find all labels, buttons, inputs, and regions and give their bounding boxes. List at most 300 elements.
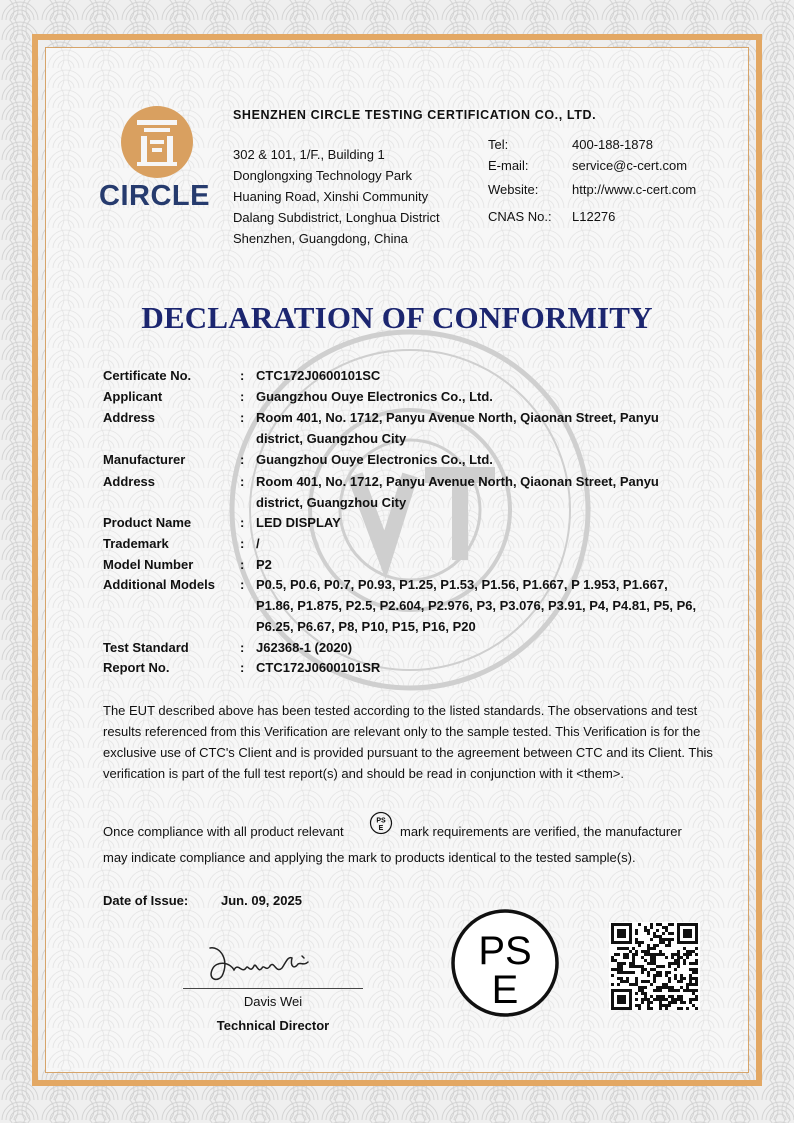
qr-module — [677, 953, 680, 956]
qr-module — [677, 938, 680, 941]
qr-module — [620, 971, 623, 974]
qr-module — [656, 929, 659, 932]
qr-code — [609, 922, 700, 1010]
qr-module — [629, 995, 632, 998]
qr-module — [641, 986, 644, 989]
qr-module — [677, 998, 680, 1001]
qr-module — [617, 998, 620, 1001]
qr-module — [686, 932, 689, 935]
qr-module — [656, 965, 659, 968]
qr-module — [668, 932, 671, 935]
qr-module — [617, 962, 620, 965]
qr-module — [629, 971, 632, 974]
qr-module — [689, 923, 692, 926]
qr-module — [677, 929, 680, 932]
qr-module — [611, 935, 614, 938]
qr-module — [629, 932, 632, 935]
qr-module — [620, 941, 623, 944]
cnas-value: L12276 — [572, 209, 616, 224]
qr-module — [677, 932, 680, 935]
verification-statement: The EUT described above has been tested according to the listed standards. The observations and test results referenced from this Verification are relevant only to the sample tested. This Verification is for the exclusive use of CTC's Client and is provided pursuant to the agreement between CTC and its Client. This verification is part of the full test report(s) and should be read in conjunction with it <them>. — [103, 703, 713, 781]
field-colon: : — [240, 577, 245, 592]
qr-module — [683, 977, 686, 980]
qr-module — [635, 950, 638, 953]
qr-module — [689, 935, 692, 938]
qr-module — [620, 935, 623, 938]
qr-module — [671, 962, 674, 965]
field-colon: : — [240, 660, 245, 675]
qr-module — [617, 932, 620, 935]
qr-module — [617, 965, 620, 968]
qr-module — [680, 1001, 683, 1004]
svg-text:E: E — [491, 968, 519, 1012]
qr-module — [695, 995, 698, 998]
qr-module — [692, 983, 695, 986]
qr-module — [689, 998, 692, 1001]
qr-module — [647, 962, 650, 965]
field-label: Product Name — [103, 515, 192, 530]
qr-module — [632, 959, 635, 962]
field-label: Applicant — [103, 389, 163, 404]
test-standard: J62368-1 (2020) — [256, 640, 353, 655]
qr-module — [674, 953, 677, 956]
qr-module — [692, 941, 695, 944]
qr-module — [656, 971, 659, 974]
qr-module — [617, 1001, 620, 1004]
qr-module — [647, 980, 650, 983]
qr-module — [632, 953, 635, 956]
qr-module — [680, 995, 683, 998]
qr-module — [623, 989, 626, 992]
qr-module — [620, 995, 623, 998]
qr-module — [620, 947, 623, 950]
field-colon: : — [240, 536, 245, 551]
field-colon: : — [240, 410, 245, 425]
qr-module — [662, 1004, 665, 1007]
qr-module — [680, 974, 683, 977]
qr-module — [668, 923, 671, 926]
address-line: Donglongxing Technology Park — [233, 168, 412, 183]
qr-module — [623, 1007, 626, 1010]
qr-module — [689, 932, 692, 935]
qr-module — [659, 950, 662, 953]
qr-module — [695, 932, 698, 935]
qr-module — [635, 992, 638, 995]
qr-module — [647, 1007, 650, 1010]
model-number: P2 — [256, 557, 272, 572]
qr-module — [656, 974, 659, 977]
qr-module — [653, 932, 656, 935]
qr-module — [665, 986, 668, 989]
qr-module — [677, 926, 680, 929]
qr-module — [623, 956, 626, 959]
qr-module — [647, 932, 650, 935]
field-label: Report No. — [103, 660, 170, 675]
qr-module — [647, 953, 650, 956]
qr-module — [647, 1004, 650, 1007]
qr-module — [611, 992, 614, 995]
address-line: 302 & 101, 1/F., Building 1 — [233, 147, 385, 162]
qr-module — [626, 947, 629, 950]
qr-module — [635, 941, 638, 944]
qr-module — [611, 983, 614, 986]
qr-module — [629, 1007, 632, 1010]
qr-module — [638, 944, 641, 947]
qr-module — [641, 1001, 644, 1004]
field-label: Address — [103, 474, 156, 489]
qr-module — [641, 980, 644, 983]
qr-module — [665, 974, 668, 977]
qr-module — [665, 938, 668, 941]
field-colon: : — [240, 515, 245, 530]
qr-module — [683, 959, 686, 962]
qr-module — [629, 941, 632, 944]
qr-module — [617, 971, 620, 974]
qr-module — [629, 962, 632, 965]
qr-module — [677, 1007, 680, 1010]
qr-module — [686, 929, 689, 932]
qr-module — [686, 935, 689, 938]
qr-module — [686, 953, 689, 956]
qr-module — [614, 989, 617, 992]
qr-module — [611, 932, 614, 935]
qr-module — [668, 986, 671, 989]
qr-module — [611, 956, 614, 959]
qr-module — [626, 923, 629, 926]
qr-module — [689, 941, 692, 944]
qr-module — [659, 998, 662, 1001]
qr-module — [641, 956, 644, 959]
qr-module — [677, 989, 680, 992]
qr-module — [647, 998, 650, 1001]
qr-module — [611, 1001, 614, 1004]
manufacturer-address: Room 401, No. 1712, Panyu Avenue North, Qiaonan Street, Panyu district, Guangzhou City — [256, 474, 659, 510]
qr-module — [671, 998, 674, 1001]
address-line: Huaning Road, Xinshi Community — [233, 189, 429, 204]
qr-module — [635, 938, 638, 941]
qr-module — [683, 947, 686, 950]
qr-module — [659, 923, 662, 926]
qr-module — [653, 977, 656, 980]
signatory-title: Technical Director — [216, 1018, 330, 1033]
qr-module — [695, 1007, 698, 1010]
qr-module — [635, 977, 638, 980]
qr-module — [677, 965, 680, 968]
qr-module — [650, 923, 653, 926]
qr-module — [680, 941, 683, 944]
qr-module — [671, 938, 674, 941]
qr-module — [650, 947, 653, 950]
qr-module — [683, 935, 686, 938]
qr-module — [650, 995, 653, 998]
qr-module — [680, 977, 683, 980]
qr-module — [614, 941, 617, 944]
qr-module — [644, 950, 647, 953]
qr-module — [635, 980, 638, 983]
qr-module — [647, 971, 650, 974]
qr-module — [653, 959, 656, 962]
qr-module — [662, 932, 665, 935]
qr-module — [665, 1004, 668, 1007]
qr-module — [674, 977, 677, 980]
qr-module — [662, 965, 665, 968]
qr-module — [653, 935, 656, 938]
qr-module — [668, 980, 671, 983]
qr-module — [674, 998, 677, 1001]
qr-module — [659, 989, 662, 992]
address-line: Shenzhen, Guangdong, China — [233, 231, 408, 246]
qr-module — [623, 929, 626, 932]
qr-module — [611, 1004, 614, 1007]
qr-module — [674, 962, 677, 965]
qr-module — [614, 953, 617, 956]
qr-module — [677, 941, 680, 944]
qr-module — [668, 977, 671, 980]
field-label: Additional Models — [103, 577, 215, 592]
qr-module — [641, 965, 644, 968]
qr-module — [680, 980, 683, 983]
qr-module — [617, 983, 620, 986]
qr-module — [623, 932, 626, 935]
svg-text:PS: PS — [376, 817, 386, 825]
qr-module — [629, 929, 632, 932]
qr-module — [611, 968, 614, 971]
qr-module — [635, 1004, 638, 1007]
qr-module — [695, 962, 698, 965]
qr-module — [668, 938, 671, 941]
field-label: Test Standard — [103, 640, 189, 655]
qr-module — [695, 983, 698, 986]
qr-module — [650, 962, 653, 965]
field-colon: : — [240, 474, 245, 489]
qr-module — [680, 956, 683, 959]
qr-module — [641, 971, 644, 974]
qr-module — [629, 938, 632, 941]
qr-module — [671, 986, 674, 989]
qr-module — [620, 923, 623, 926]
trademark-value: / — [256, 536, 260, 551]
qr-module — [683, 989, 686, 992]
qr-module — [677, 959, 680, 962]
qr-module — [629, 926, 632, 929]
email-value: service@c-cert.com — [572, 158, 688, 173]
qr-module — [632, 962, 635, 965]
qr-module — [689, 953, 692, 956]
qr-module — [617, 968, 620, 971]
qr-module — [683, 962, 686, 965]
qr-module — [659, 938, 662, 941]
qr-module — [659, 1007, 662, 1010]
qr-module — [692, 968, 695, 971]
field-colon: : — [240, 452, 245, 467]
field-label: Trademark — [103, 536, 169, 551]
svg-text:E: E — [378, 825, 384, 832]
qr-module — [677, 980, 680, 983]
qr-module — [674, 974, 677, 977]
qr-module — [632, 965, 635, 968]
field-label: Address — [103, 410, 156, 425]
qr-module — [647, 974, 650, 977]
qr-module — [623, 971, 626, 974]
qr-module — [680, 1007, 683, 1010]
qr-module — [617, 935, 620, 938]
field-colon: : — [240, 368, 245, 383]
pse-mark-icon — [449, 907, 561, 1019]
qr-module — [620, 980, 623, 983]
qr-module — [695, 968, 698, 971]
website-label: Website: — [488, 182, 539, 197]
qr-module — [623, 962, 626, 965]
qr-module — [641, 941, 644, 944]
qr-module — [677, 995, 680, 998]
qr-module — [626, 980, 629, 983]
qr-module — [671, 953, 674, 956]
qr-module — [659, 995, 662, 998]
qr-module — [614, 923, 617, 926]
handwritten-signature — [200, 940, 320, 986]
qr-module — [671, 956, 674, 959]
qr-module — [644, 992, 647, 995]
qr-module — [671, 923, 674, 926]
qr-module — [638, 986, 641, 989]
qr-module — [656, 935, 659, 938]
qr-module — [650, 968, 653, 971]
qr-module — [674, 959, 677, 962]
qr-module — [665, 1007, 668, 1010]
qr-module — [656, 989, 659, 992]
field-label: Manufacturer — [103, 452, 186, 467]
qr-module — [677, 962, 680, 965]
qr-module — [656, 944, 659, 947]
qr-module — [668, 1001, 671, 1004]
company-name: SHENZHEN CIRCLE TESTING CERTIFICATION CO., LTD. — [233, 108, 597, 122]
qr-module — [647, 950, 650, 953]
qr-module — [671, 1001, 674, 1004]
qr-module — [689, 974, 692, 977]
qr-module — [620, 929, 623, 932]
qr-module — [620, 998, 623, 1001]
qr-module — [659, 953, 662, 956]
qr-module — [689, 968, 692, 971]
qr-module — [692, 971, 695, 974]
qr-module — [653, 980, 656, 983]
qr-module — [692, 1004, 695, 1007]
qr-module — [677, 950, 680, 953]
qr-module — [695, 989, 698, 992]
qr-module — [692, 923, 695, 926]
qr-module — [641, 950, 644, 953]
qr-module — [626, 977, 629, 980]
tel-label: Tel: — [488, 137, 509, 152]
qr-module — [689, 983, 692, 986]
qr-module — [620, 968, 623, 971]
qr-module — [623, 923, 626, 926]
qr-module — [659, 974, 662, 977]
qr-module — [695, 923, 698, 926]
qr-module — [683, 923, 686, 926]
qr-module — [629, 1001, 632, 1004]
qr-module — [653, 947, 656, 950]
pse-small-icon — [369, 811, 393, 835]
email-label: E-mail: — [488, 158, 529, 173]
qr-module — [635, 965, 638, 968]
qr-module — [614, 959, 617, 962]
qr-module — [686, 956, 689, 959]
qr-module — [665, 929, 668, 932]
qr-module — [620, 977, 623, 980]
qr-module — [683, 1001, 686, 1004]
qr-module — [659, 965, 662, 968]
qr-module — [644, 926, 647, 929]
qr-module — [635, 953, 638, 956]
qr-module — [686, 950, 689, 953]
website-value: http://www.c-cert.com — [572, 182, 697, 197]
qr-module — [683, 932, 686, 935]
qr-module — [623, 935, 626, 938]
qr-module — [626, 953, 629, 956]
qr-module — [620, 1007, 623, 1010]
qr-module — [611, 929, 614, 932]
qr-module — [620, 965, 623, 968]
qr-module — [623, 995, 626, 998]
qr-module — [623, 1001, 626, 1004]
qr-module — [656, 923, 659, 926]
qr-module — [611, 1007, 614, 1010]
qr-module — [659, 986, 662, 989]
qr-module — [695, 926, 698, 929]
qr-module — [689, 962, 692, 965]
qr-module — [692, 989, 695, 992]
qr-module — [620, 1001, 623, 1004]
qr-module — [653, 968, 656, 971]
qr-module — [614, 968, 617, 971]
qr-module — [626, 989, 629, 992]
document-title: DECLARATION OF CONFORMITY — [141, 300, 653, 335]
qr-module — [638, 989, 641, 992]
qr-module — [692, 998, 695, 1001]
qr-module — [680, 923, 683, 926]
qr-module — [611, 923, 614, 926]
qr-module — [629, 992, 632, 995]
qr-module — [614, 1007, 617, 1010]
qr-module — [638, 923, 641, 926]
qr-module — [623, 998, 626, 1001]
qr-module — [623, 947, 626, 950]
qr-module — [611, 989, 614, 992]
report-number: CTC172J0600101SR — [256, 660, 381, 675]
qr-module — [644, 959, 647, 962]
qr-module — [671, 989, 674, 992]
qr-module — [647, 947, 650, 950]
qr-module — [674, 989, 677, 992]
qr-module — [689, 980, 692, 983]
qr-module — [650, 956, 653, 959]
qr-module — [692, 950, 695, 953]
qr-module — [617, 953, 620, 956]
qr-module — [662, 953, 665, 956]
qr-module — [665, 956, 668, 959]
qr-module — [626, 1007, 629, 1010]
qr-module — [662, 941, 665, 944]
svg-text:PS: PS — [478, 929, 532, 973]
qr-module — [689, 1001, 692, 1004]
qr-module — [695, 977, 698, 980]
qr-module — [611, 926, 614, 929]
qr-module — [653, 956, 656, 959]
qr-module — [653, 998, 656, 1001]
qr-module — [665, 998, 668, 1001]
applicant-value: Guangzhou Ouye Electronics Co., Ltd. — [256, 389, 493, 404]
